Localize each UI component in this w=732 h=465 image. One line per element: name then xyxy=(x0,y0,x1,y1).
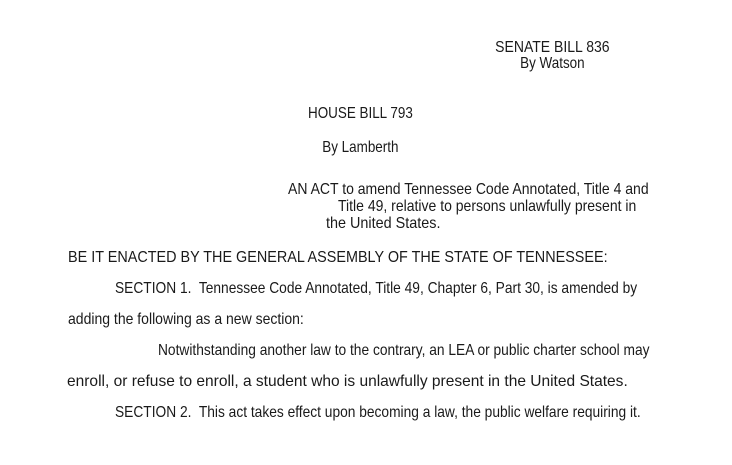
section-1-line-1: SECTION 1. Tennessee Code Annotated, Title 49, Chapter 6, Part 30, is amended by xyxy=(115,280,638,297)
house-bill-sponsor-text: By Lamberth xyxy=(321,139,399,156)
new-section-line-1: Notwithstanding another law to the contrary, an LEA or public charter school may xyxy=(158,342,650,359)
house-bill-number-text: HOUSE BILL 793 xyxy=(307,105,413,122)
senate-bill-sponsor xyxy=(452,54,652,74)
section-1-line-2: adding the following as a new section: xyxy=(68,311,304,328)
house-bill-sponsor xyxy=(260,138,460,158)
house-bill-number xyxy=(260,104,460,124)
act-caption-line-1: AN ACT to amend Tennessee Code Annotated, Title 4 and xyxy=(288,181,649,198)
senate-bill-number-text: SENATE BILL 836 xyxy=(494,39,610,56)
act-caption-line-3: the United States. xyxy=(326,215,441,232)
new-section-line-2: enroll, or refuse to enroll, a student who is unlawfully present in the United States. xyxy=(67,373,628,390)
senate-bill-sponsor-text: By Watson xyxy=(519,55,585,72)
act-caption-line-2: Title 49, relative to persons unlawfully present in xyxy=(338,198,637,215)
section-2-line: SECTION 2. This act takes effect upon becoming a law, the public welfare requiring it. xyxy=(115,404,641,421)
enacting-clause: BE IT ENACTED BY THE GENERAL ASSEMBLY OF THE STATE OF TENNESSEE: xyxy=(68,249,608,266)
